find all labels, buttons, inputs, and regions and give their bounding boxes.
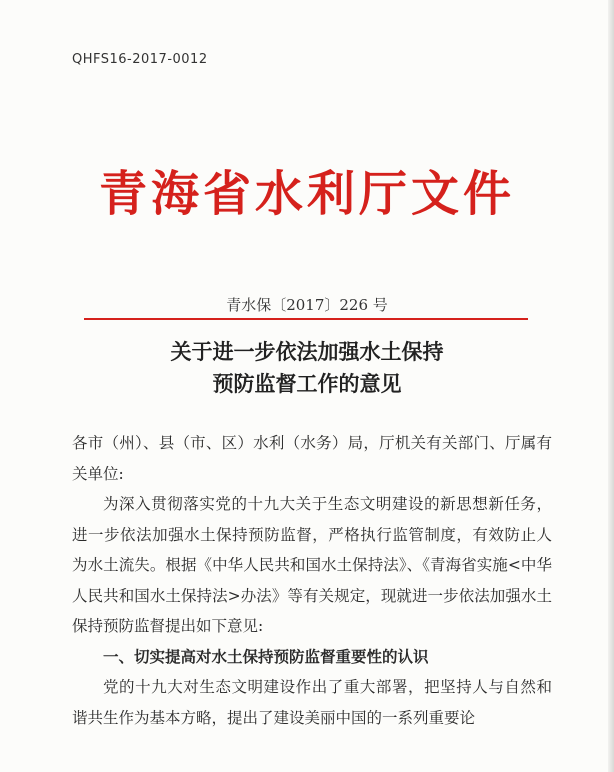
red-divider-line xyxy=(84,318,528,320)
paragraph-section-1: 党的十九大对生态文明建设作出了重大部署，把坚持人与自然和谐共生作为基本方略，提出了建设美丽中国的一系列重要论 xyxy=(72,678,552,727)
masthead-title: 青海省水利厅文件 xyxy=(98,166,515,222)
section-heading-1: 一、切实提高对水土保持预防监督重要性的认识 xyxy=(103,646,429,666)
document-code: QHFS16-2017-0012 xyxy=(72,52,208,67)
addressee: 各市（州）、县（市、区）水利（水务）局，厅机关有关部门、厅属有关单位: xyxy=(72,434,552,483)
title-line-1: 关于进一步依法加强水土保持 xyxy=(170,339,444,364)
paragraph-intro: 为深入贯彻落实党的十九大关于生态文明建设的新思想新任务，进一步依法加强水土保持预防监督，严格执行监管制度，有效防止人为水土流失。根据《中华人民共和国水土保持法》、《青海省实施<中华人民共和国水土保持法>办法》等有关规定，现就进一步依法加强水土保持预防监督提出如下意见: xyxy=(72,495,552,635)
document-title xyxy=(0,336,614,400)
document-number: 青水保〔2017〕226 号 xyxy=(226,296,388,314)
document-body xyxy=(72,428,552,733)
title-line-2: 预防监督工作的意见 xyxy=(212,371,402,396)
